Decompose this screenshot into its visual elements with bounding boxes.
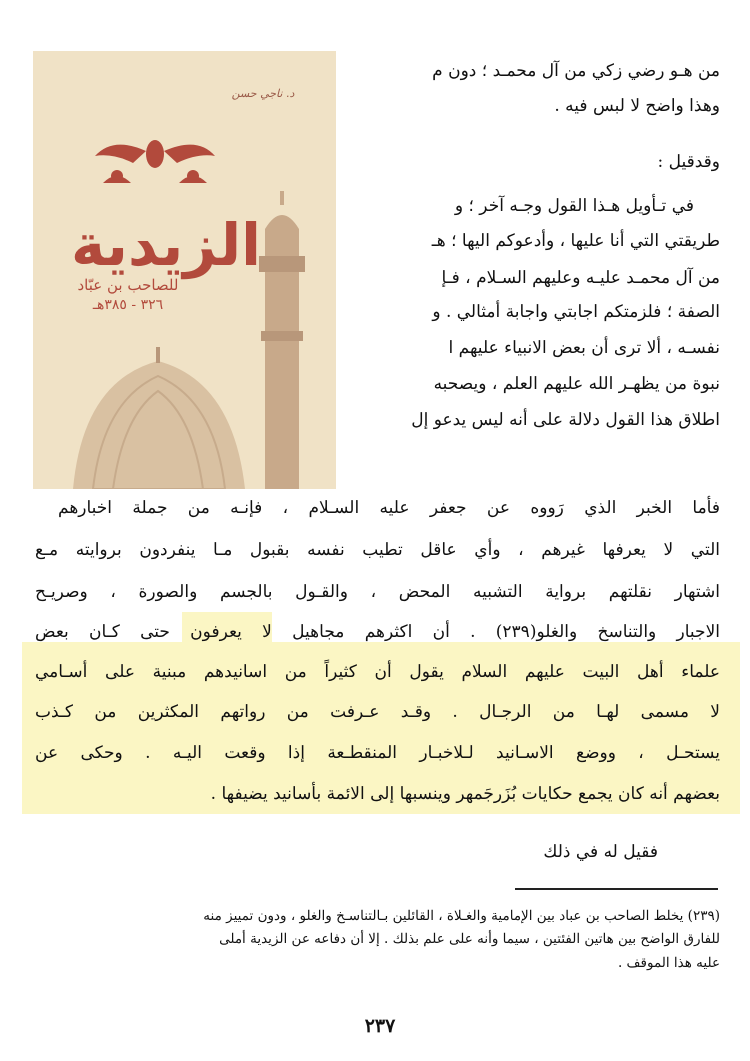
text-line: بعضهم أنه كان يجمع حكايات بُزَرجَمهر وينسبها إلى الائمة بأسانيد يضيفها . — [210, 784, 720, 804]
text-line: وهذا واضح لا لبس فيه . — [554, 96, 720, 116]
text-line: فقيل له في ذلك — [543, 842, 658, 862]
text-line: لا مسمى لهـا من الرجـال . وقـد عـرفت من رواتهم المكثرين من كـذب — [35, 702, 720, 722]
text-line: من آل محمـد عليـه وعليهم السـلام ، فـإ — [441, 268, 720, 288]
text-line: طريقتي التي أنا عليها ، وأدعوكم اليها ؛ هـ — [431, 231, 720, 251]
text-line: نبوة من يظهـر الله عليهم العلم ، ويصحبه — [433, 374, 720, 394]
text-line: في تـأويل هـذا القول وجـه آخر ؛ و — [454, 196, 694, 216]
text-line: التي لا يعرفها غيرهم ، وأي عاقل تطيب نفسه بقبول مـا ينفردون بروايته مـع — [35, 540, 720, 560]
footnote-rule — [515, 888, 718, 890]
text-line: علماء أهل البيت عليهم السلام يقول أن كثيراً من اسانيدهم مبنية على أسـامي — [35, 662, 720, 682]
cover-subtitle: للصاحب بن عبّاد — [77, 276, 179, 294]
text-line: الصفة ؛ فلزمتكم اجابتي واجابة أمثالي . و — [432, 302, 720, 322]
text-line: الاجبار والتناسخ والغلو(٢٣٩) . أن اكثرهم مجاهيل لا يعرفون حتى كـان بعض — [35, 622, 720, 642]
cover-author: د. ناجي حسن — [231, 87, 295, 100]
text-line: اشتهار نقلتهم برواية التشبيه المحض ، والقـول بالجسم والصورة ، وصريـح — [35, 582, 720, 602]
text-line: نفسـه ، ألا ترى أن بعض الانبياء عليهم ا — [448, 338, 720, 358]
cover-title: الزيدية — [71, 211, 261, 279]
cover-dates: ٣٢٦ - ٣٨٥هـ — [92, 297, 164, 313]
text-line: فأما الخبر الذي رَووه عن جعفر عليه السـلام ، فإنـه من جملة اخبارهم — [58, 498, 720, 518]
text-line: وقدقيل : — [657, 152, 720, 172]
text-line: من هـو رضي زكي من آل محمـد ؛ دون م — [432, 61, 720, 81]
footnote-line: عليه هذا الموقف . — [617, 955, 720, 971]
text-line: اطلاق هذا القول دلالة على أنه ليس يدعو إل — [411, 410, 720, 430]
footnote-line: (٢٣٩) يخلط الصاحب بن عباد بين الإمامية والغـلاة ، القائلين بـالتناسـخ والغلو ، ودون تمييز منه — [203, 908, 720, 924]
footnote-line: للفارق الواضح بين هاتين الفئتين ، سيما وأنه على علم بذلك . إلا أن دفاعه عن الزيدية أملى — [219, 931, 720, 947]
page-number: ٢٣٧ — [364, 1015, 396, 1037]
text-line: يستحـل ، ووضع الاسـانيد لـلاخبـار المنقطـعة إذا وقعت اليـه . وحكى عن — [35, 743, 720, 763]
book-cover — [33, 51, 336, 489]
